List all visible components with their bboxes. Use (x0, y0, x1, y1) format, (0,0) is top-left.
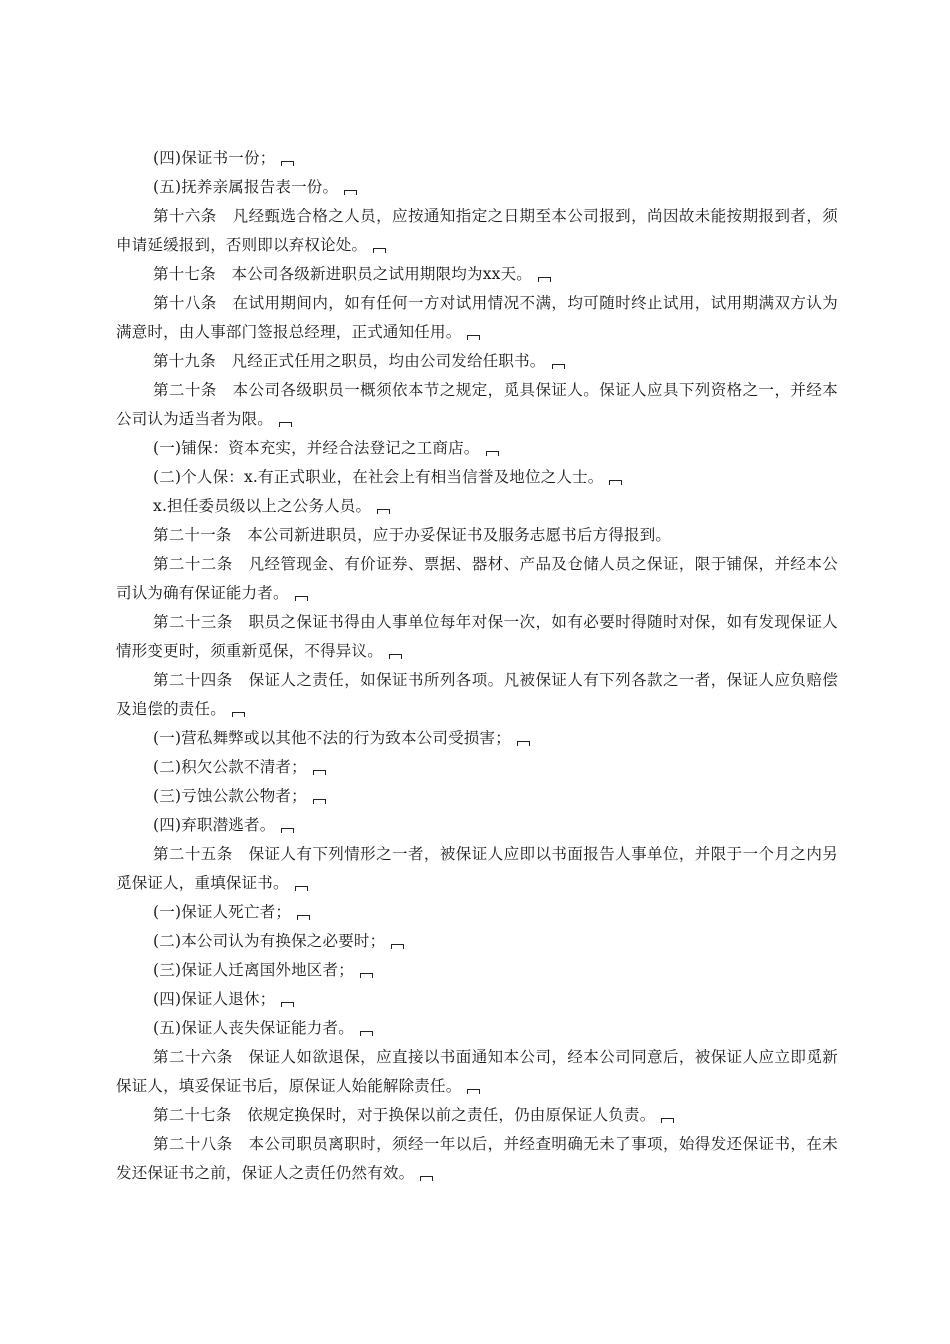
paragraph-text: (一)铺保：资本充实，并经合法登记之工商店。 (153, 439, 480, 457)
paragraph-text: 第二十二条 凡经管现金、有价证券、票据、器材、产品及仓储人员之保证，限于铺保，并经本公司认为确有保证能力者。 (116, 555, 838, 602)
paragraph (116, 376, 838, 434)
paragraph-text: (四)保证人退休； (153, 990, 276, 1008)
paragraph (116, 753, 838, 782)
paragraph (116, 492, 838, 521)
paragraph-text: 第二十一条 本公司新进职员，应于办妥保证书及服务志愿书后方得报到。 (153, 526, 672, 544)
paragraph-text: (四)弃职潜逃者。 (153, 816, 276, 834)
paragraph-mark-icon (420, 1176, 433, 1181)
paragraph-text: (一)保证人死亡者； (153, 903, 292, 921)
paragraph-mark-icon (295, 886, 308, 891)
paragraph (116, 289, 838, 347)
paragraph-text: 第十七条 本公司各级新进职员之试用期限均为xx天。 (153, 265, 532, 283)
paragraph (116, 347, 838, 376)
paragraph-text: 第二十七条 依规定换保时，对于换保以前之责任，仍由原保证人负责。 (153, 1106, 656, 1124)
paragraph-text: 第二十八条 本公司职员离职时，须经一年以后，并经查明确无未了事项，始得发还保证书，在未发还保证书之前，保证人之责任仍然有效。 (116, 1135, 838, 1182)
paragraph (116, 463, 838, 492)
paragraph-mark-icon (313, 770, 326, 775)
paragraph-mark-icon (609, 480, 622, 485)
paragraph (116, 1130, 838, 1188)
paragraph-text: 第二十五条 保证人有下列情形之一者，被保证人应即以书面报告人事单位，并限于一个月之内另觅保证人，重填保证书。 (116, 845, 838, 892)
paragraph-text: 第二十四条 保证人之责任，如保证书所列各项。凡被保证人有下列各款之一者，保证人应负赔偿及追偿的责任。 (116, 671, 838, 718)
paragraph (116, 260, 838, 289)
paragraph-mark-icon (373, 248, 386, 253)
paragraph-text: x.担任委员级以上之公务人员。 (153, 497, 372, 515)
paragraph (116, 521, 838, 550)
paragraph (116, 956, 838, 985)
paragraph-mark-icon (297, 915, 310, 920)
paragraph-mark-icon (281, 1002, 294, 1007)
paragraph-text: (五)保证人丧失保证能力者。 (153, 1019, 354, 1037)
paragraph-text: 第十八条 在试用期间内，如有任何一方对试用情况不满，均可随时终止试用，试用期满双方认为满意时，由人事部门签报总经理，正式通知任用。 (116, 294, 838, 341)
paragraph (116, 666, 838, 724)
document-body (116, 144, 838, 1188)
paragraph-text: 第二十条 本公司各级职员一概须依本节之规定，觅具保证人。保证人应具下列资格之一，并经本公司认为适当者为限。 (116, 381, 838, 428)
paragraph (116, 811, 838, 840)
paragraph-mark-icon (279, 422, 292, 427)
paragraph (116, 202, 838, 260)
paragraph-mark-icon (344, 190, 357, 195)
paragraph (116, 840, 838, 898)
paragraph (116, 144, 838, 173)
paragraph (116, 724, 838, 753)
paragraph-mark-icon (360, 1031, 373, 1036)
paragraph-mark-icon (281, 828, 294, 833)
paragraph-mark-icon (486, 451, 499, 456)
paragraph-text: (四)保证书一份； (153, 149, 276, 167)
paragraph-text: (一)营私舞弊或以其他不法的行为致本公司受损害； (153, 729, 511, 747)
paragraph-text: (二)本公司认为有换保之必要时； (153, 932, 386, 950)
paragraph-mark-icon (295, 596, 308, 601)
paragraph-mark-icon (517, 741, 530, 746)
paragraph (116, 608, 838, 666)
paragraph-text: (二)个人保：x.有正式职业，在社会上有相当信誉及地位之人士。 (153, 468, 604, 486)
paragraph (116, 782, 838, 811)
paragraph (116, 434, 838, 463)
paragraph-mark-icon (391, 944, 404, 949)
paragraph (116, 927, 838, 956)
paragraph-mark-icon (552, 364, 565, 369)
paragraph (116, 550, 838, 608)
paragraph-text: (三)保证人迁离国外地区者； (153, 961, 354, 979)
paragraph-text: 第十九条 凡经正式任用之职员，均由公司发给任职书。 (153, 352, 546, 370)
paragraph-mark-icon (538, 277, 551, 282)
paragraph (116, 1101, 838, 1130)
paragraph-text: 第十六条 凡经甄选合格之人员，应按通知指定之日期至本公司报到，尚因故未能按期报到者，须申请延缓报到，否则即以弃权论处。 (116, 207, 838, 254)
paragraph-text: (三)亏蚀公款公物者； (153, 787, 307, 805)
paragraph-mark-icon (389, 654, 402, 659)
paragraph-text: 第二十三条 职员之保证书得由人事单位每年对保一次，如有必要时得随时对保，如有发现保证人情形变更时，须重新觅保，不得异议。 (116, 613, 838, 660)
paragraph-text: (五)抚养亲属报告表一份。 (153, 178, 339, 196)
paragraph (116, 1014, 838, 1043)
paragraph-mark-icon (281, 161, 294, 166)
paragraph-text: (二)积欠公款不清者； (153, 758, 307, 776)
paragraph-mark-icon (377, 509, 390, 514)
paragraph-mark-icon (467, 335, 480, 340)
paragraph-mark-icon (661, 1118, 674, 1123)
paragraph-mark-icon (232, 712, 245, 717)
paragraph (116, 173, 838, 202)
paragraph-mark-icon (360, 973, 373, 978)
paragraph-mark-icon (467, 1089, 480, 1094)
paragraph (116, 1043, 838, 1101)
paragraph (116, 985, 838, 1014)
paragraph-mark-icon (313, 799, 326, 804)
paragraph-text: 第二十六条 保证人如欲退保，应直接以书面通知本公司，经本公司同意后，被保证人应立即觅新保证人，填妥保证书后，原保证人始能解除责任。 (116, 1048, 838, 1095)
paragraph (116, 898, 838, 927)
